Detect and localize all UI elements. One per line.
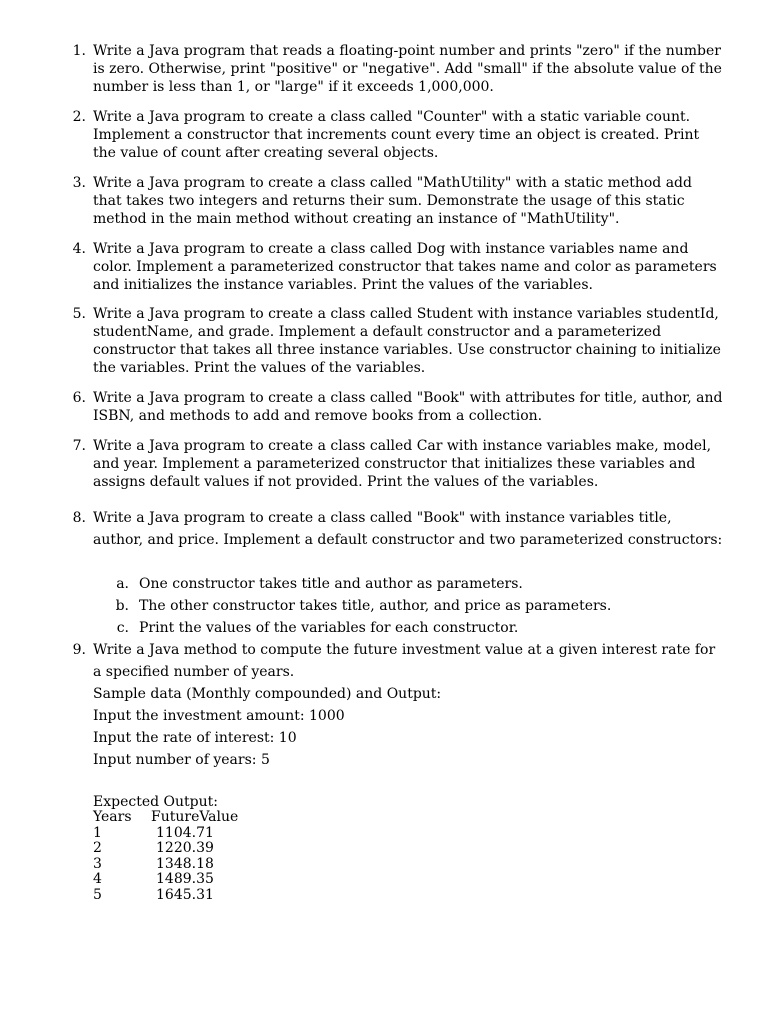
cell-year: 4 <box>93 871 102 887</box>
expected-output-label: Expected Output: <box>93 794 218 810</box>
question-text: Write a Java program to create a class called "MathUtility" with a static method add that takes two integers and returns their sum. Demonstrate the usage of this static method in the main method without creating an instance of "MathUtility". <box>93 175 692 227</box>
sub-item-letter: a. <box>116 576 129 592</box>
question-text: Write a Java method to compute the future investment value at a given interest rate for a specified number of years. <box>93 642 716 680</box>
output-table-header <box>93 810 293 826</box>
question-text: Write a Java program that reads a floating-point number and prints "zero" if the number is zero. Otherwise, print "positive" or "negative". Add "small" if the absolute value of the number is less than 1, or "large" if it exceeds 1,000,000. <box>93 43 722 95</box>
cell-value: 1220.39 <box>156 840 214 856</box>
question-text: Write a Java program to create a class called "Book" with instance variables title, author, and price. Implement a default constructor and two parameterized constructors: <box>93 510 723 548</box>
header-years: Years <box>93 809 132 825</box>
sub-item-text: Print the values of the variables for each constructor. <box>139 620 519 636</box>
question-text: Write a Java program to create a class called Dog with instance variables name and color. Implement a parameterized constructor that takes name and color as parameters and initializes the instance variables. Print the values of the variables. <box>93 241 717 293</box>
question-number: 4. <box>72 241 86 257</box>
cell-year: 5 <box>93 887 102 903</box>
sub-list <box>93 573 723 639</box>
cell-year: 2 <box>93 840 102 856</box>
question-text: Write a Java program to create a class called "Counter" with a static variable count. Implement a constructor that increments count every time an object is created. Print the value of count after creating several objects. <box>93 109 700 161</box>
output-table-row <box>93 872 293 888</box>
sub-item <box>93 617 723 639</box>
sub-item-text: One constructor takes title and author as parameters. <box>139 576 523 592</box>
sub-item <box>93 595 723 617</box>
cell-value: 1348.18 <box>156 856 214 872</box>
cell-year: 3 <box>93 856 102 872</box>
sub-item-text: The other constructor takes title, author, and price as parameters. <box>139 598 612 614</box>
sample-heading: Sample data (Monthly compounded) and Output: <box>93 686 442 702</box>
cell-value: 1489.35 <box>156 871 214 887</box>
question-number: 6. <box>72 390 86 406</box>
question-number: 3. <box>72 175 86 191</box>
cell-value: 1645.31 <box>156 887 214 903</box>
question-number: 1. <box>72 43 86 59</box>
question-text: Write a Java program to create a class called "Book" with attributes for title, author, and ISBN, and methods to add and remove books from a collection. <box>93 390 723 424</box>
question-number: 5. <box>72 306 86 322</box>
sample-input-years: Input number of years: 5 <box>93 752 270 768</box>
question-number: 2. <box>72 109 86 125</box>
sub-item <box>93 573 723 595</box>
question-number: 9. <box>72 642 86 658</box>
header-future-value: FutureValue <box>151 809 239 825</box>
question-text: Write a Java program to create a class called Car with instance variables make, model, and year. Implement a parameterized constructor that initializes these variables and assigns default values if not provided. Print the values of the variables. <box>93 438 712 490</box>
question-number: 8. <box>72 510 86 526</box>
sample-input-amount: Input the investment amount: 1000 <box>93 708 345 724</box>
sample-input-rate: Input the rate of interest: 10 <box>93 730 297 746</box>
sub-item-letter: b. <box>115 598 129 614</box>
question-number: 7. <box>72 438 86 454</box>
output-table-row <box>93 888 293 904</box>
cell-year: 1 <box>93 825 102 841</box>
question-text: Write a Java program to create a class called Student with instance variables studentId, studentName, and grade. Implement a default constructor and a parameterized constructor that takes all three instance variables. Use constructor chaining to initialize the variables. Print the values of the variables. <box>93 306 721 376</box>
output-table-row <box>93 841 293 857</box>
cell-value: 1104.71 <box>156 825 214 841</box>
sub-item-letter: c. <box>116 620 129 636</box>
